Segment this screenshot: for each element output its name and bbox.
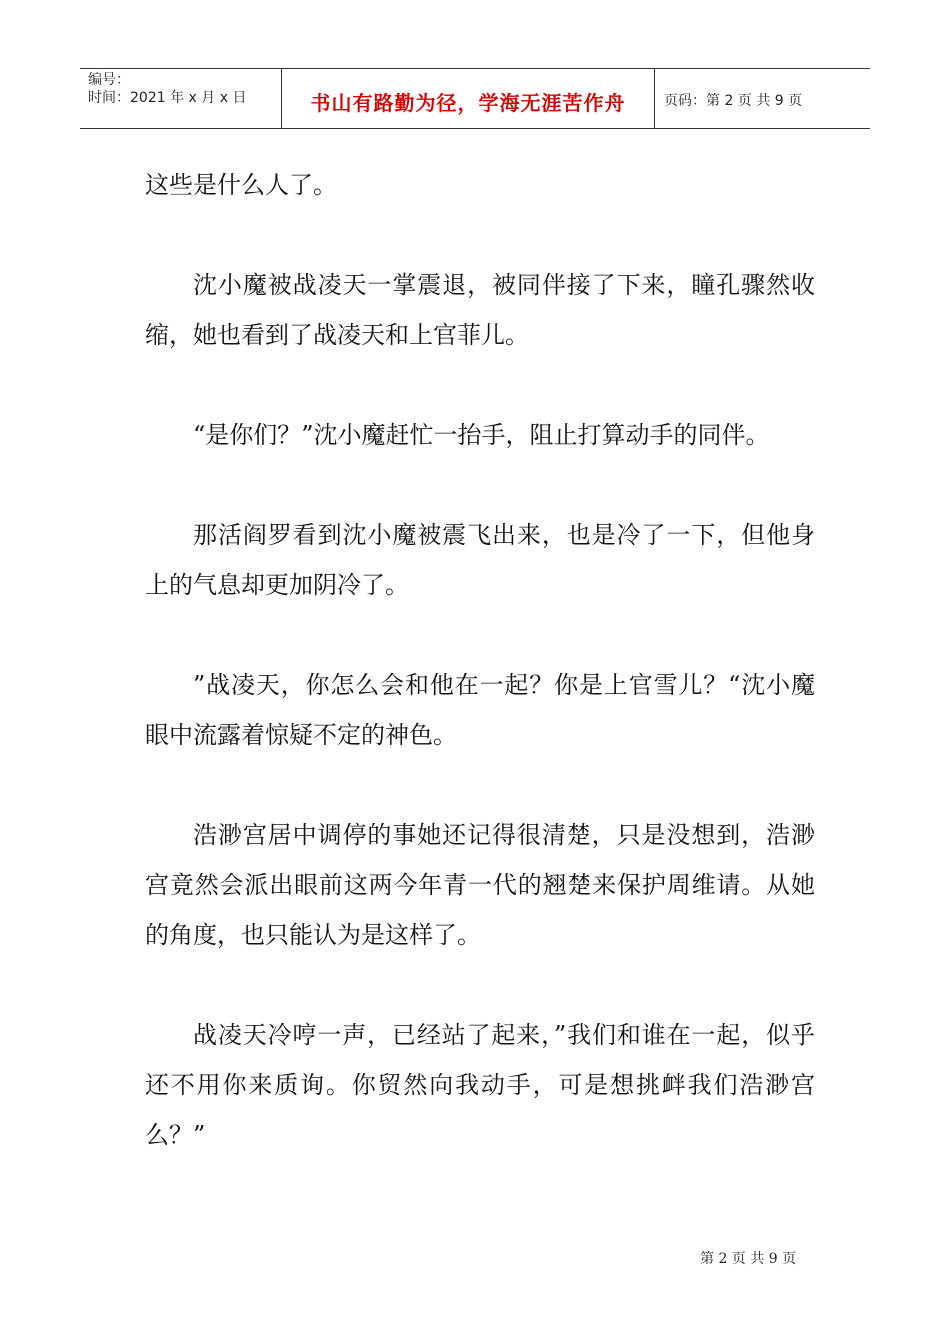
page-header — [80, 68, 870, 129]
document-number-label: 编号： — [88, 72, 130, 88]
paragraph: 沈小魔被战凌天一掌震退，被同伴接了下来，瞳孔骤然收缩，她也看到了战凌天和上官菲儿。 — [145, 271, 815, 349]
header-page-number: 页码：第 2 页 共 9 页 — [664, 93, 803, 109]
document-body — [145, 160, 815, 1210]
footer-page-number: 第 2 页 共 9 页 — [700, 1251, 797, 1267]
paragraph: 浩渺宫居中调停的事她还记得很清楚，只是没想到，浩渺宫竟然会派出眼前这两今年青一代的翘楚来保护周维请。从她的角度，也只能认为是这样了。 — [145, 821, 815, 949]
header-meta — [88, 71, 246, 107]
document-date-label: 时间：2021 年 x 月 x 日 — [88, 90, 247, 106]
paragraph: 那活阎罗看到沈小魔被震飞出来，也是冷了一下，但他身上的气息却更加阴冷了。 — [145, 521, 815, 599]
paragraph: “是你们？”沈小魔赶忙一抬手，阻止打算动手的同伴。 — [193, 421, 770, 449]
paragraph: ”战凌天，你怎么会和他在一起？你是上官雪儿？“沈小魔眼中流露着惊疑不定的神色。 — [145, 671, 815, 749]
header-motto: 书山有路勤为径，学海无涯苦作舟 — [310, 91, 626, 115]
header-divider — [654, 69, 655, 128]
paragraph: 战凌天冷哼一声，已经站了起来，”我们和谁在一起，似乎还不用你来质询。你贸然向我动手，可是想挑衅我们浩渺宫么？” — [145, 1021, 815, 1149]
paragraph: 这些是什么人了。 — [145, 171, 337, 199]
